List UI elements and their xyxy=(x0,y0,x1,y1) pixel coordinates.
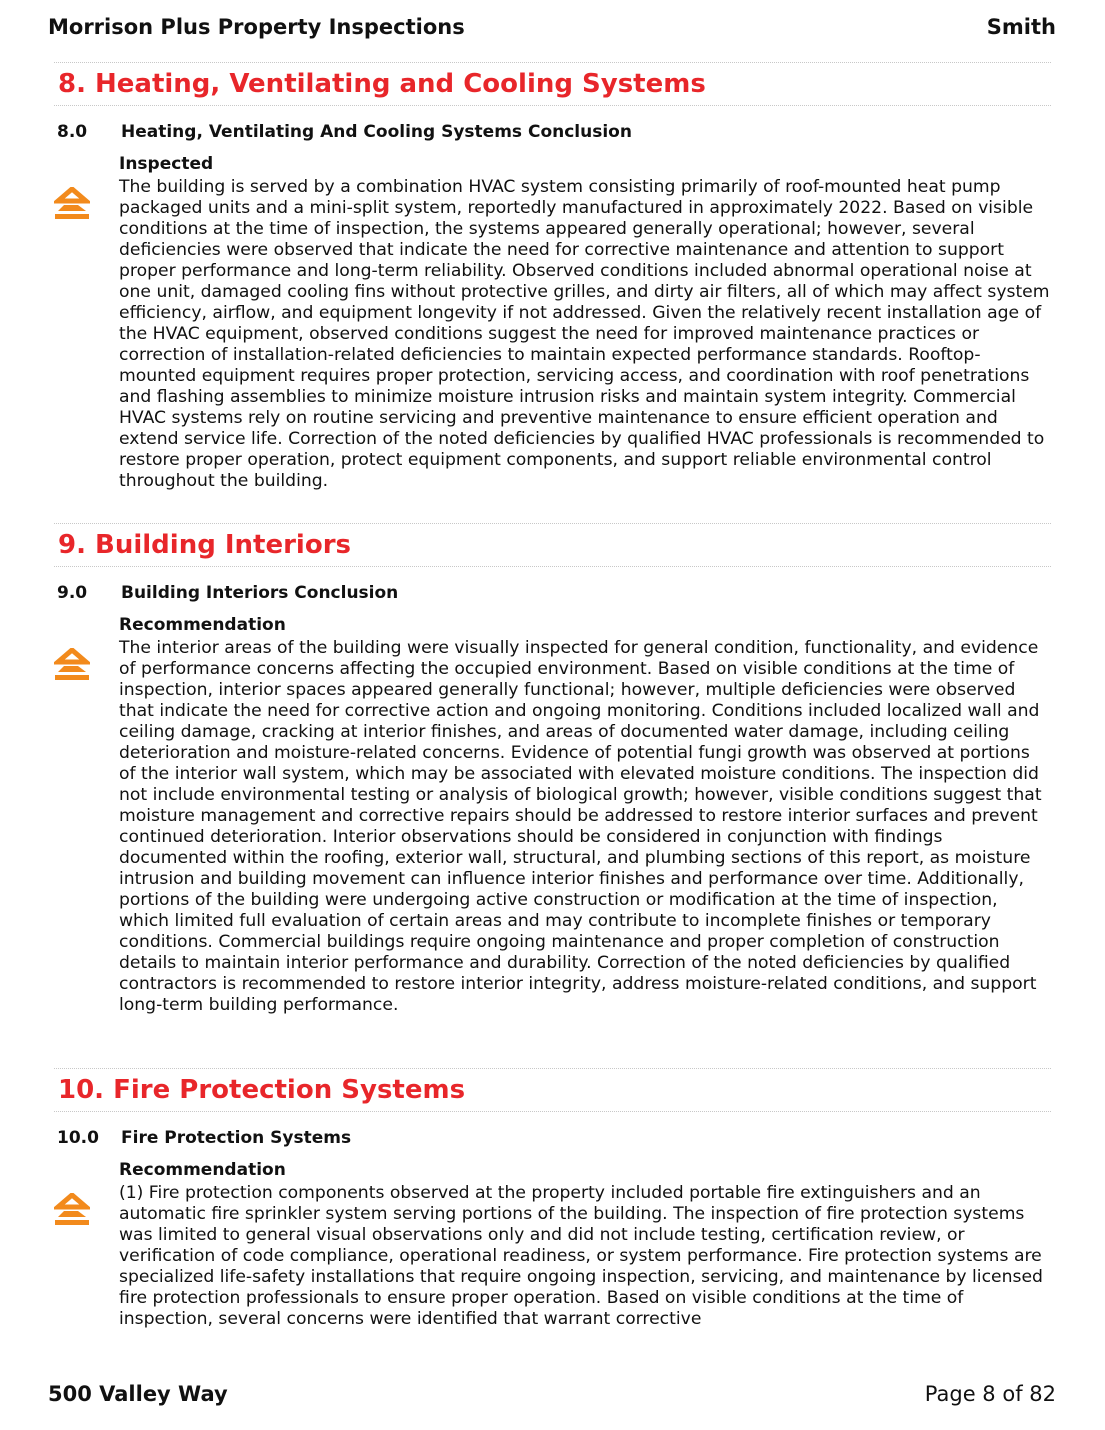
section-title: 10. Fire Protection Systems xyxy=(54,1068,1051,1112)
section-fire-protection xyxy=(54,1068,1051,1330)
warning-caution-icon xyxy=(54,187,90,221)
section-text: (1) Fire protection components observed at the property included portable fire extinguishers and an automatic fire sprinkler system serving portions of the building. The inspection of fire protection systems was limited to general visual observations only and did not include testing, certification review, or verification of code compliance, operational readiness, or system performance. Fire protection systems are specialized life-safety installations that require ongoing inspection, servicing, and maintenance by licensed fire protection professionals to ensure proper operation. Based on visible conditions at the time of inspection, several concerns were identified that warrant corrective xyxy=(119,1183,1043,1329)
item-title: Building Interiors Conclusion xyxy=(121,583,399,603)
property-address: 500 Valley Way xyxy=(48,1382,228,1406)
section-text: The interior areas of the building were visually inspected for general condition, functionality, and evidence of performance concerns affecting the occupied environment. Based on visible conditions at the time of inspection, interior spaces appeared generally functional; however, multiple deficiencies were observed that indicate the need for corrective action and ongoing monitoring. Conditions included localized wall and ceiling damage, cracking at interior finishes, and areas of documented water damage, including ceiling deterioration and moisture-related concerns. Evidence of potential fungi growth was observed at portions of the interior wall system, which may be associated with elevated moisture conditions. The inspection did not include environmental testing or analysis of biological growth; however, visible conditions suggest that moisture management and corrective repairs should be addressed to restore interior surfaces and prevent continued deterioration. Interior observations should be considered in conjunction with findings documented within the roofing, exterior wall, structural, and plumbing sections of this report, as moisture intrusion and building movement can influence interior finishes and performance over time. Additionally, portions of the building were undergoing active construction or modification at the time of inspection, which limited full evaluation of certain areas and may contribute to incomplete finishes or temporary conditions. Commercial buildings require ongoing maintenance and proper completion of construction details to maintain interior performance and durability. Correction of the noted deficiencies by qualified contractors is recommended to restore interior integrity, address moisture-related conditions, and support long-term building performance. xyxy=(119,638,1042,1015)
item-number: 8.0 xyxy=(57,122,88,142)
section-title: 9. Building Interiors xyxy=(54,523,1051,567)
section-hvac xyxy=(54,62,1051,492)
company-name: Morrison Plus Property Inspections xyxy=(48,15,465,39)
status-label: Inspected xyxy=(119,154,214,174)
section-text: The building is served by a combination HVAC system consisting primarily of roof-mounted heat pump packaged units and a mini-split system, reportedly manufactured in approximately 2022. Based on visible conditions at the time of inspection, the systems appeared generally operational; however, several deficiencies were observed that indicate the need for corrective maintenance and attention to support proper performance and long-term reliability. Observed conditions included abnormal operational noise at one unit, damaged cooling fins without protective grilles, and dirty air filters, all of which may affect system efficiency, airflow, and equipment longevity if not addressed. Given the relatively recent installation age of the HVAC equipment, observed conditions suggest the need for improved maintenance practices or correction of installation-related deficiencies to maintain expected performance standards. Rooftop-mounted equipment requires proper protection, servicing access, and coordination with roof penetrations and flashing assemblies to minimize moisture intrusion risks and maintain system integrity. Commercial HVAC systems rely on routine servicing and preventive maintenance to ensure efficient operation and extend service life. Correction of the noted deficiencies by qualified HVAC professionals is recommended to restore proper operation, protect equipment components, and support reliable environmental control throughout the building. xyxy=(119,177,1050,491)
item-number: 10.0 xyxy=(57,1128,99,1148)
warning-caution-icon xyxy=(54,1193,90,1227)
item-title: Fire Protection Systems xyxy=(121,1128,352,1148)
page-number: Page 8 of 82 xyxy=(924,1382,1056,1406)
page-header xyxy=(48,12,1056,42)
section-interiors xyxy=(54,523,1051,1016)
item-heading xyxy=(54,122,1051,143)
item-heading xyxy=(54,1128,1051,1149)
warning-caution-icon xyxy=(54,648,90,682)
status-label: Recommendation xyxy=(119,1160,286,1180)
item-number: 9.0 xyxy=(57,583,88,603)
item-heading xyxy=(54,583,1051,604)
item-title: Heating, Ventilating And Cooling Systems Conclusion xyxy=(121,122,632,142)
section-title: 8. Heating, Ventilating and Cooling Systems xyxy=(54,62,1051,106)
status-label: Recommendation xyxy=(119,615,286,635)
client-name: Smith xyxy=(986,15,1056,39)
page-footer xyxy=(48,1379,1056,1409)
